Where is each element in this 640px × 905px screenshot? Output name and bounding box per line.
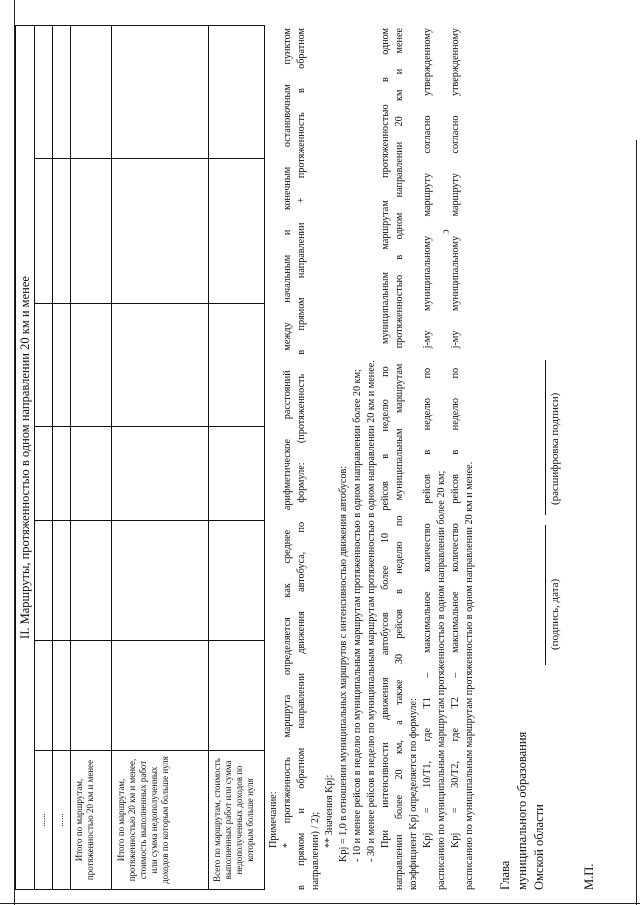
note-line: направлении) / 2);: [310, 811, 321, 890]
note-line: Kpj = 30/T2, где T2 – максимальное количество рейсов в неделю по j-му муниципальному маршруту согласно утвержденному: [450, 28, 461, 848]
scan-edge-line: [636, 140, 637, 905]
table-row-label: Всего по маршрутам, стоимость выполненных работ или сумма недополученных доходов по которым больше нуля: [212, 758, 255, 882]
note-line: - 10 и менее рейсов в неделю по муниципальным маршрутам протяженностью в одном направлении более 20 км;: [352, 369, 363, 862]
table-rule: [111, 26, 112, 889]
note-line: * протяженность маршрута определяется как среднее арифметическое расстояний между начальным и конечным остановочным пунктом: [282, 28, 293, 848]
page-mark: ↄ: [440, 229, 452, 234]
name-caption: (расшифровка подписи): [549, 392, 561, 505]
table-column-divider: [34, 426, 264, 427]
report-table: [15, 25, 265, 890]
note-line: в прямом и обратном направлении движения автобуса, по формуле: (протяженность в прямом направлении + протяженность в обратном: [296, 28, 307, 890]
signature-region: Омской области: [532, 804, 546, 890]
note-line: Kpj = 1,0 в отношении муниципальных маршрутов с интенсивностью движения автобусов:: [338, 465, 349, 862]
note-line: расписанию по муниципальным маршрутам протяженностью в одном направлении более 20 км;: [436, 470, 447, 890]
table-row-label: ......: [37, 813, 47, 827]
note-line: коэффициент Kpj определяется по формуле:: [408, 698, 419, 890]
table-row-label: Итого по маршрутам, протяженностью 20 км и менее: [74, 759, 95, 881]
table-rule: [52, 26, 53, 889]
note-line: Kpj = 10/T1, где T1 – максимальное количество рейсов в неделю по j-му муниципальному маршруту согласно утвержденному: [422, 28, 433, 848]
section-title: II. Маршруты, протяженностью в одном направлении 20 км и менее: [18, 276, 32, 639]
note-line: направлении более 20 км, а также 30 рейсов в неделю по муниципальным маршрутам протяженностью в одном направлении 20 км и менее: [394, 28, 405, 890]
signature-org: муниципального образования: [515, 731, 529, 890]
rotated-document: [15, 25, 610, 890]
name-line: [545, 360, 546, 515]
note-line: расписанию по муниципальным маршрутам протяженностью в одном направлении 20 км и менее.: [464, 461, 475, 890]
note-line: При интенсивности движения автобусов более 10 рейсов в неделю по муниципальным маршрутам протяженностью в одном: [380, 28, 391, 848]
table-rule: [208, 26, 209, 889]
signature-line: [545, 525, 546, 665]
table-column-divider: [34, 750, 264, 751]
table-column-divider: [34, 640, 264, 641]
note-line: - 30 и менее рейсов в неделю по муниципальным маршрутам протяженностью в одном направлении 20 км и менее.: [366, 360, 377, 862]
table-rule: [34, 26, 35, 889]
notes-heading: Примечание:: [268, 791, 279, 848]
table-column-divider: [34, 158, 264, 159]
table-row-label: Итого по маршрутам, протяженностью 20 км и менее, стоимость выполненных работ или сумма недополученных доходов по которым больше нуля: [116, 756, 170, 884]
signature-title: Глава: [498, 860, 512, 890]
table-row-label: ......: [55, 813, 65, 827]
stamp-label: М.П.: [582, 863, 596, 890]
signature-caption: (подпись, дата): [549, 578, 561, 650]
table-column-divider: [34, 303, 264, 304]
scan-edge-line: [0, 903, 640, 904]
note-line: ** Значения Kpj:: [324, 774, 335, 848]
table-rule: [70, 26, 71, 889]
table-column-divider: [34, 520, 264, 521]
